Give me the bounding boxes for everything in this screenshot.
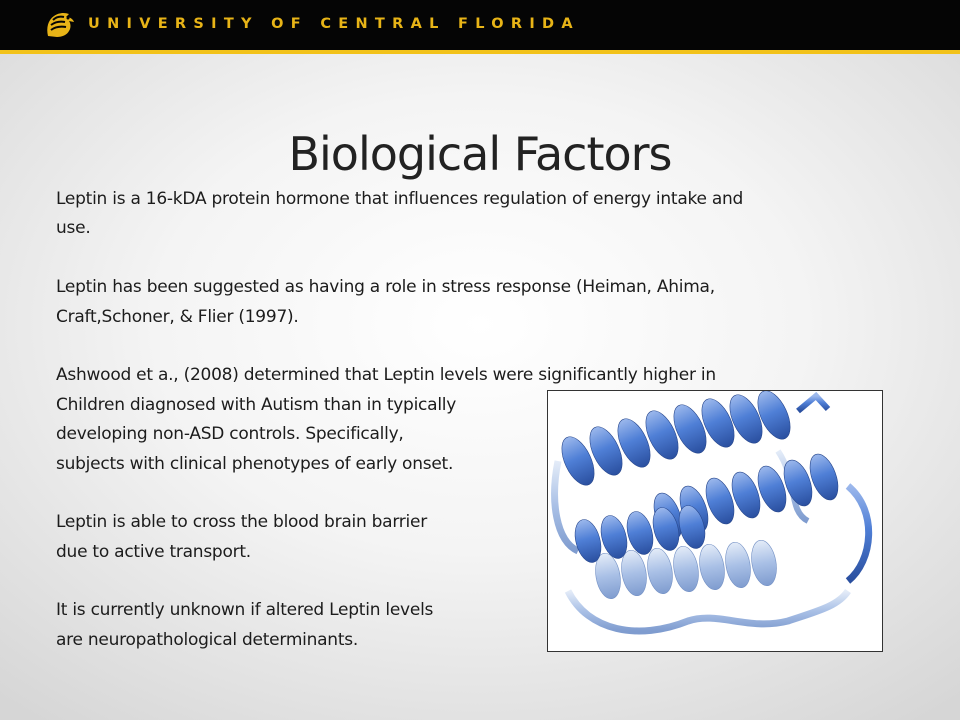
paragraph-line: use.	[56, 218, 91, 239]
header-bar	[0, 0, 960, 54]
university-name: UNIVERSITY OF CENTRAL FLORIDA	[88, 16, 580, 32]
paragraph-line: Children diagnosed with Autism than in typically	[56, 394, 457, 415]
leptin-protein-ribbon-image	[547, 390, 883, 652]
paragraph-line: Leptin is able to cross the blood brain barrier	[56, 512, 427, 533]
pegasus-logo-icon	[42, 6, 78, 42]
paragraph-line: Leptin has been suggested as having a role in stress response (Heiman, Ahima,	[56, 277, 715, 298]
paragraph-line: It is currently unknown if altered Leptin levels	[56, 600, 434, 621]
paragraph-line: are neuropathological determinants.	[56, 629, 358, 650]
paragraph-line: Leptin is a 16-kDA protein hormone that influences regulation of energy intake and	[56, 189, 744, 209]
paragraph-line: subjects with clinical phenotypes of early onset.	[56, 453, 454, 474]
paragraph-line: due to active transport.	[56, 541, 251, 562]
paragraph-line: Craft,Schoner, & Flier (1997).	[56, 306, 299, 327]
paragraph-line: Ashwood et a., (2008) determined that Leptin levels were significantly higher in	[56, 365, 716, 386]
slide-title: Biological Factors	[288, 127, 672, 181]
protein-ribbon-svg	[548, 391, 883, 652]
paragraph-line: developing non-ASD controls. Specifically,	[56, 424, 404, 445]
